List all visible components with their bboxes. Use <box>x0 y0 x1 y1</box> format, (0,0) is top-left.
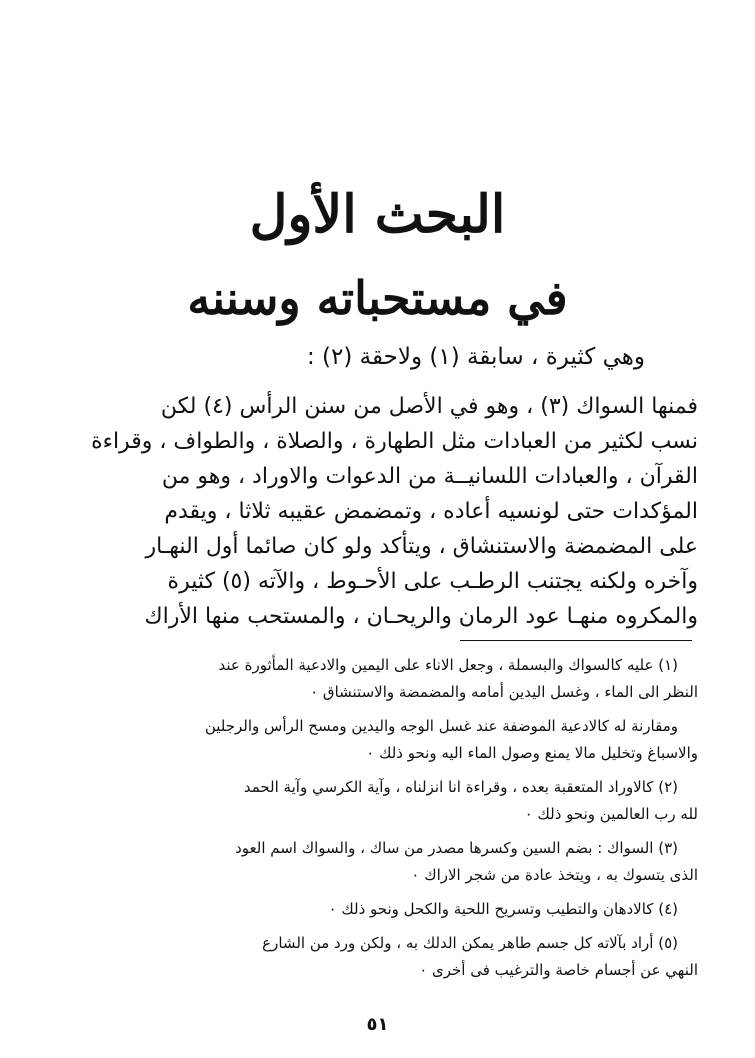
footnote-line: (١) عليه كالسواك والبسملة ، وجعل الاناء على اليمين والادعية المأثورة عند <box>218 656 678 674</box>
body-line: المؤكدات حتى لونسيه أعاده ، وتمضمض عقيبه ثلاثا ، ويقدم <box>164 499 698 524</box>
footnote-divider <box>460 640 692 641</box>
footnote-line: (٥) أراد بآلاته كل جسم طاهر يمكن الدلك به ، ولكن ورد من الشارع <box>262 934 678 952</box>
body-line: نسب لكثير من العبادات مثل الطهارة ، والصلاة ، والطواف ، وقراءة <box>91 429 698 454</box>
footnote-3 <box>48 835 698 889</box>
footnote-line: الذى يتسوك به ، ويتخذ عادة من شجر الاراك ٠ <box>411 866 698 884</box>
footnotes-section <box>48 652 698 991</box>
body-line: على المضمضة والاستنشاق ، ويتأكد ولو كان صائما أول النهـار <box>145 534 698 559</box>
body-paragraph <box>58 389 698 634</box>
footnote-line: النهي عن أجسام خاصة والترغيب فى أخرى ٠ <box>419 961 698 979</box>
footnote-line: والاسباغ وتخليل مالا يمنع وصول الماء اليه ونحو ذلك ٠ <box>366 744 698 762</box>
chapter-title: البحث الأول <box>249 184 506 245</box>
body-line: القرآن ، والعبادات اللسانيــة من الدعوات والاوراد ، وهو من <box>161 464 698 489</box>
intro-line: وهي كثيرة ، سابقة (١) ولاحقة (٢) : <box>306 344 645 370</box>
footnote-line: النظر الى الماء ، وغسل اليدين أمامه والمضمضة والاستنشاق ٠ <box>310 683 698 701</box>
footnote-4 <box>48 896 698 923</box>
chapter-subtitle: في مستحباته وسننه <box>187 271 568 325</box>
page-number: ٥١ <box>366 1014 389 1035</box>
footnote-5 <box>48 930 698 984</box>
footnote-line: (٤) كالادهان والتطيب وتسريح اللحية والكحل ونحو ذلك ٠ <box>328 900 678 918</box>
footnote-line: (٢) كالاوراد المتعقبة بعده ، وقراءة انا انزلناه ، وآية الكرسي وآية الحمد <box>243 778 678 796</box>
footnote-2 <box>48 774 698 828</box>
body-line: والمكروه منهـا عود الرمان والريحـان ، والمستحب منها الأراك <box>144 604 698 629</box>
body-line: وآخره ولكنه يجتنب الرطـب على الأحـوط ، والآته (٥) كثيرة <box>167 569 698 594</box>
footnote-line: (٣) السواك : بضم السين وكسرها مصدر من ساك ، والسواك اسم العود <box>235 839 678 857</box>
footnote-line: لله رب العالمين ونحو ذلك ٠ <box>524 805 698 823</box>
footnote-line: ومقارنة له كالادعية الموضفة عند غسل الوجه واليدين ومسح الرأس والرجلين <box>204 717 678 735</box>
footnote-1-continued <box>48 713 698 767</box>
body-line: فمنها السواك (٣) ، وهو في الأصل من سنن الرأس (٤) لكن <box>160 394 698 419</box>
footnote-1 <box>48 652 698 706</box>
